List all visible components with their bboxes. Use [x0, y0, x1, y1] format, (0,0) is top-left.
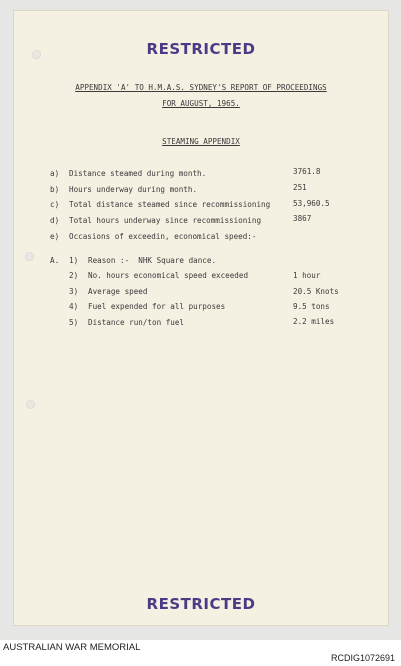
item-text: Hours underway during month.	[69, 185, 198, 194]
item-text: Total hours underway since recommissioning	[69, 216, 262, 225]
item-text: Distance steamed during month.	[69, 169, 207, 178]
item-value: 3867	[293, 214, 312, 223]
item-value: 251	[293, 183, 307, 192]
item-text: Total distance steamed since recommissioning	[69, 200, 271, 209]
sub-item-text: Fuel expended for all purposes	[88, 302, 226, 311]
item-value: 3761.8	[293, 167, 321, 176]
document-page	[13, 10, 389, 626]
sub-item-label: 1)	[69, 256, 79, 265]
sub-item-text: Reason :- NHK Square dance.	[88, 256, 217, 265]
sub-item-text: No. hours economical speed exceeded	[88, 271, 249, 280]
sub-item-value: 20.5 Knots	[293, 287, 339, 296]
item-value: 53,960.5	[293, 199, 330, 208]
sub-item-value: 9.5 tons	[293, 302, 330, 311]
restricted-stamp-top: RESTRICTED	[146, 40, 256, 58]
section-title: STEAMING APPENDIX	[162, 137, 240, 146]
punch-hole-bottom	[26, 400, 35, 409]
item-label: c)	[50, 200, 60, 209]
institution-name: AUSTRALIAN WAR MEMORIAL	[3, 642, 141, 653]
sub-item-value: 1 hour	[293, 271, 321, 280]
item-text: Occasions of exceedin, economical speed:-	[69, 232, 257, 241]
restricted-stamp-bottom: RESTRICTED	[146, 595, 256, 613]
heading-line-1: APPENDIX 'A' TO H.M.A.S. SYDNEY'S REPORT OF PROCEEDINGS	[75, 83, 327, 92]
item-label: b)	[50, 185, 60, 194]
punch-hole-middle	[25, 252, 34, 261]
item-label: d)	[50, 216, 60, 225]
item-label: e)	[50, 232, 60, 241]
sub-item-label: 2)	[69, 271, 79, 280]
archive-footer	[0, 640, 401, 666]
heading-line-2: FOR AUGUST, 1965.	[162, 99, 240, 108]
sub-section-label: A.	[50, 256, 60, 265]
sub-item-value: 2.2 miles	[293, 317, 335, 326]
sub-item-label: 5)	[69, 318, 79, 327]
reference-number: RCDIG1072691	[330, 653, 395, 663]
item-label: a)	[50, 169, 60, 178]
sub-item-label: 4)	[69, 302, 79, 311]
sub-item-text: Average speed	[88, 287, 148, 296]
sub-item-label: 3)	[69, 287, 79, 296]
sub-item-text: Distance run/ton fuel	[88, 318, 185, 327]
